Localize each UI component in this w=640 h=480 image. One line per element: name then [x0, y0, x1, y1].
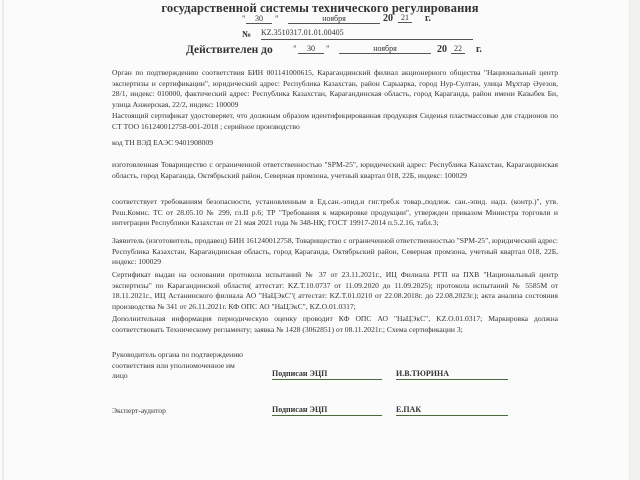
compliance-paragraph: соответствует требованиям безопасности, установленным в Ед.сан.-эпид.и гиг.треб.к товар.,подлеж. сан.-эпид. надз. (контр.)", утв. Реш.Комис. ТС от 28.05.10 № 299, гл.II р.6; ТР "Требования к маркировке продукции", утвержден приказом Министра торговли и интеграции Республики Казахстан от 21 мая 2021 года № 348-НҚ; ГОСТ 19917-2014 п.5.2.16, табл.3; [112, 197, 558, 228]
issue-century: 20 [383, 13, 393, 24]
head-of-body-label: Руководитель органа по подтверждению соответствия или уполномоченное им лицо [112, 350, 243, 381]
certificate-number: KZ.3510317.01.01.00405 [261, 28, 473, 40]
expert-signature: Подписан ЭЦП [272, 405, 382, 416]
basis-paragraph: Сертификат выдан на основании протокола испытаний № 37 от 23.11.2021г., ИЦ Филиала РГП на ПХВ "Национальный центр экспертизы" по Карагандинской области( аттестат: KZ.T.10.0737 от 11.09.2020 до 11.09.2025); протокола испытаний № 5585М от 18.11.2021г., ИЦ Астанинского филиала АО "НаЦЭкС"( аттестат: KZ.T.01.0210 от 22.08.2018г. до 22.08.2023г.); акта анализа состояния производства № 341 от 26.11.2021г. КФ ОПС АО "НаЦЭкС", KZ.O.01.0317; [112, 270, 558, 311]
valid-day: 30 [298, 44, 324, 54]
expert-auditor-label: Эксперт-аудитор [112, 406, 166, 415]
page-edge [629, 0, 640, 480]
issue-year: 21 [398, 13, 412, 23]
applicant-paragraph: Заявитель (изготовитель, продавец) БИН 161240012758, Товарищество с ограниченной ответственностью "SPM-25", юридический адрес: Республика Казахстан, Карагандинская область, город Караганда, Октябрьский район, Северная промзона, учетный квартал 018, 22Б, индекс: 100029 [112, 236, 558, 267]
issue-month: ноября [288, 14, 380, 24]
quote-open-2: " [293, 44, 297, 54]
head-signature: Подписан ЭЦП [272, 369, 382, 380]
certifies-paragraph: Настоящий сертификат удостоверяет, что должным образом идентифицированная продукция Сиденья пластмассовые для стадионов по СТ ТОО 161240012758-001-2018 ; серийное производство [112, 111, 558, 131]
valid-year: 22 [451, 44, 465, 54]
quote-close-2: " [326, 44, 330, 54]
quote-close: " [275, 14, 279, 24]
issue-day: 30 [246, 14, 272, 24]
additional-info-paragraph: Дополнительная информация периодическую оценку проводит КФ ОПС АО "НаЦЭкС", KZ.O.01.0317; Маркировка должна соответствовать Техническому регламенту; заявка № 1428 (3062851) от 08.11.2021г.; Схема сертификации 3; [112, 314, 558, 334]
number-label: № [242, 29, 252, 39]
valid-month: ноября [339, 44, 431, 54]
valid-year-suffix: г. [476, 44, 482, 55]
tnved-code: код ТН ВЭД ЕАЭС 9401908009 [112, 138, 214, 147]
head-name: И.В.ТЮРИНА [396, 369, 508, 380]
manufacturer-paragraph: изготовленная Товарищество с ограниченной ответственностью "SPM-25", юридический адрес: Республика Казахстан, Карагандинская область, город Караганда, Октябрьский район, Северная промзона, учетный квартал 018, 22Б, индекс: 100029 [112, 160, 558, 180]
quote-open: " [242, 14, 246, 24]
valid-until-label: Действителен до [186, 44, 273, 56]
issue-year-suffix: г. [425, 13, 431, 24]
expert-name: Е.ПАК [396, 405, 508, 416]
certification-body-paragraph: Орган по подтверждению соответствия БИН 001141000615, Карагандинский филиал акционерного общества "Национальный центр экспертизы и сертификации", юридический адрес: Республика Казахстан, район Сарыарка, город Нур-Султан, улица Мұхтар Әуезов, 28/1, индекс: 010000, фактический адрес: Республика Казахстан, Карагандинская область, город Караганда, район имени Казыбек Би, улица Анжерская, 22/2, индекс: 100009 [112, 68, 558, 109]
header-title: государственной системы технического регулирования [161, 1, 479, 15]
valid-century: 20 [437, 44, 447, 55]
